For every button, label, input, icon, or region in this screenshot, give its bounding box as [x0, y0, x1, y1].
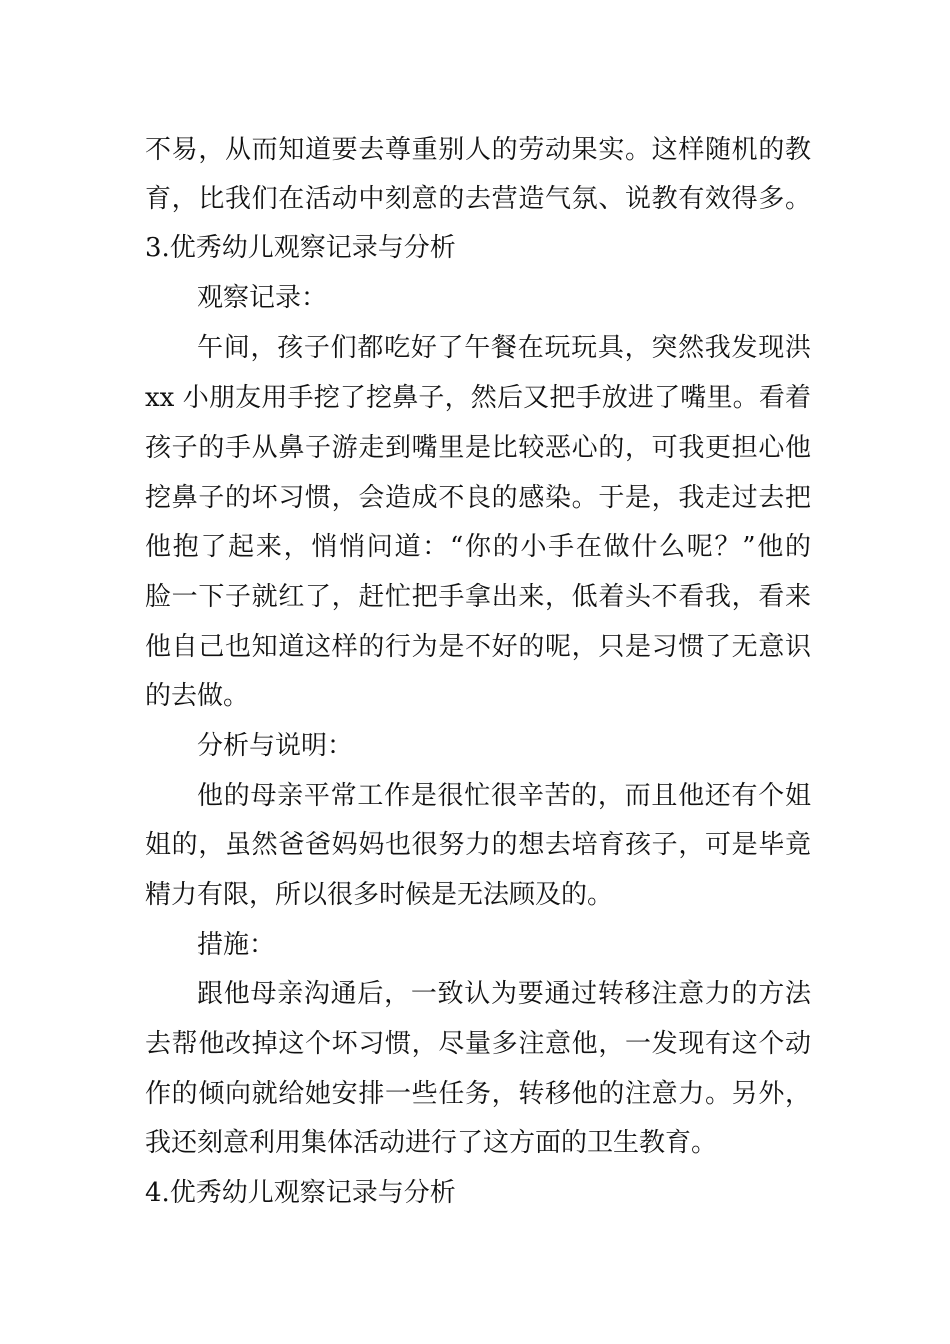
- paragraph-line: 脸一下子就红了，赶忙把手拿出来，低着头不看我，看来: [145, 582, 811, 612]
- section-heading: 4.优秀幼儿观察记录与分析: [145, 1178, 456, 1208]
- paragraph-line: 他的母亲平常工作是很忙很辛苦的，而且他还有个姐: [197, 781, 811, 811]
- paragraph-line: 育，比我们在活动中刻意的去营造气氛、说教有效得多。: [145, 184, 811, 214]
- paragraph-line: 不易，从而知道要去尊重别人的劳动果实。这样随机的教: [145, 135, 811, 165]
- paragraph-line: 我还刻意利用集体活动进行了这方面的卫生教育。: [145, 1128, 718, 1158]
- paragraph-line: 去帮他改掉这个坏习惯，尽量多注意他，一发现有这个动: [145, 1029, 811, 1059]
- paragraph-line: 他抱了起来，悄悄问道：“你的小手在做什么呢？”他的: [145, 532, 811, 562]
- subheading-analysis: 分析与说明：: [197, 731, 354, 761]
- paragraph-line: 挖鼻子的坏习惯，会造成不良的感染。于是，我走过去把: [145, 483, 811, 513]
- section-heading: 3.优秀幼儿观察记录与分析: [145, 233, 456, 263]
- subheading-measures: 措施：: [197, 930, 276, 960]
- paragraph-line: 午间，孩子们都吃好了午餐在玩玩具，突然我发现洪: [197, 333, 811, 363]
- paragraph-line: 跟他母亲沟通后，一致认为要通过转移注意力的方法: [197, 979, 811, 1009]
- paragraph-line: 他自己也知道这样的行为是不好的呢，只是习惯了无意识: [145, 632, 811, 662]
- paragraph-line: 孩子的手从鼻子游走到嘴里是比较恶心的，可我更担心他: [145, 433, 811, 463]
- paragraph-line: 姐的，虽然爸爸妈妈也很努力的想去培育孩子，可是毕竟: [145, 830, 811, 860]
- subheading-observation: 观察记录：: [197, 283, 328, 313]
- paragraph-line: 作的倾向就给她安排一些任务，转移他的注意力。另外，: [145, 1079, 811, 1109]
- paragraph-line: xx 小朋友用手挖了挖鼻子，然后又把手放进了嘴里。看着: [145, 383, 811, 413]
- paragraph-line: 精力有限，所以很多时候是无法顾及的。: [145, 880, 614, 910]
- paragraph-line: 的去做。: [145, 681, 250, 711]
